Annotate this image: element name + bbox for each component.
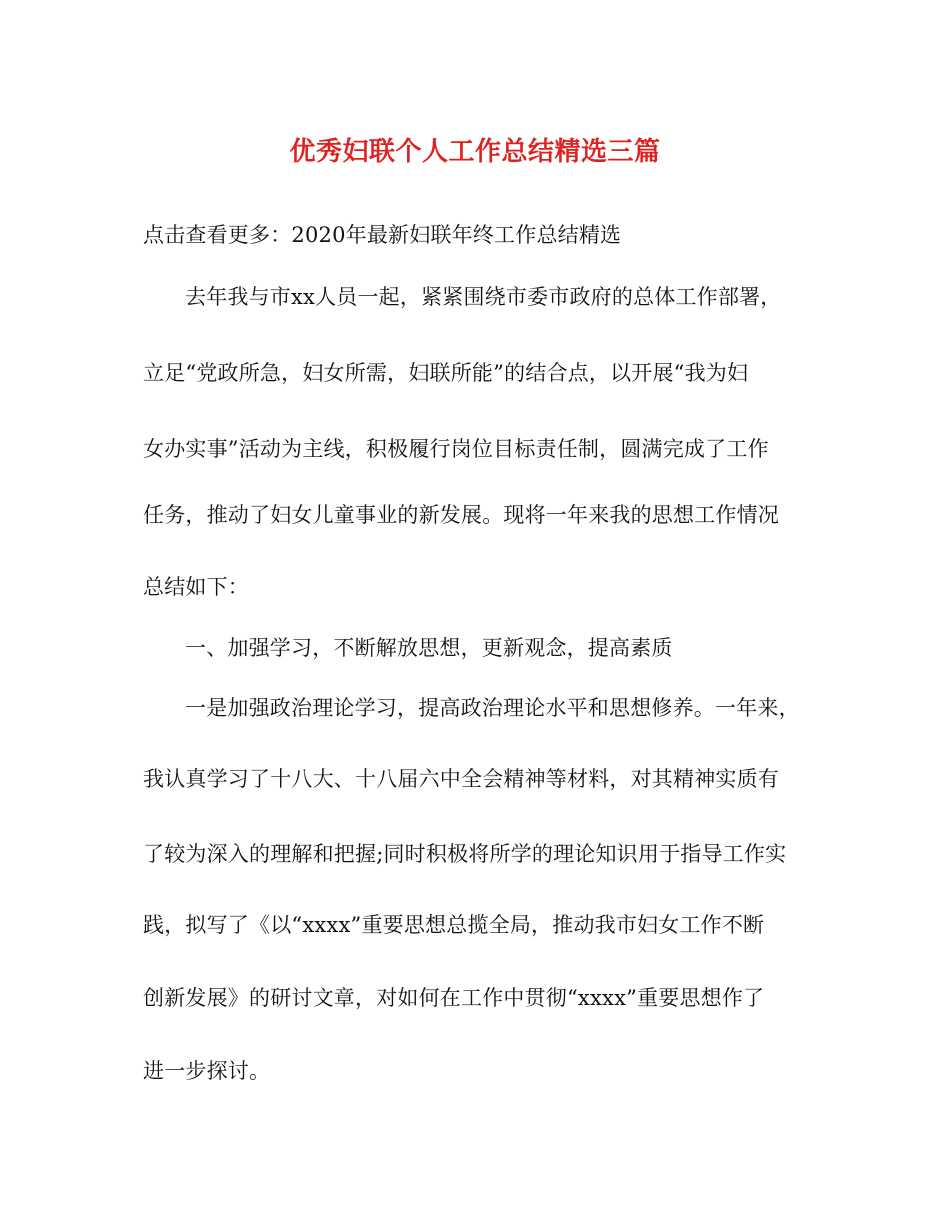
paragraph-2-line-4: 践，拟写了《以“xxxx”重要思想总揽全局，推动我市妇女工作不断 [143, 913, 765, 937]
paragraph-2-line-5: 创新发展》的研讨文章，对如何在工作中贯彻“xxxx”重要思想作了 [143, 986, 765, 1010]
section-heading-1: 一、加强学习，不断解放思想，更新观念，提高素质 [185, 636, 673, 660]
paragraph-2-line-6: 进一步探讨。 [143, 1059, 271, 1083]
paragraph-1-line-1: 去年我与市xx人员一起，紧紧围绕市委市政府的总体工作部署， [185, 285, 782, 309]
paragraph-1-line-3: 女办实事”活动为主线，积极履行岗位目标责任制，圆满完成了工作 [143, 437, 769, 461]
document-title: 优秀妇联个人工作总结精选三篇 [289, 137, 661, 167]
paragraph-2-line-3: 了较为深入的理解和把握;同时积极将所学的理论知识用于指导工作实 [143, 842, 787, 866]
paragraph-1-line-5: 总结如下： [143, 575, 249, 599]
more-link-line: 点击查看更多：2020年最新妇联年终工作总结精选 [143, 223, 622, 247]
paragraph-2-line-1: 一是加强政治理论学习，提高政治理论水平和思想修养。一年来， [185, 696, 800, 720]
paragraph-1-line-4: 任务，推动了妇女儿童事业的新发展。现将一年来我的思想工作情况 [143, 503, 779, 527]
paragraph-1-line-2: 立足“党政所急，妇女所需，妇联所能”的结合点，以开展“我为妇 [143, 361, 749, 385]
paragraph-2-line-2: 我认真学习了十八大、十八届六中全会精神等材料，对其精神实质有 [143, 767, 779, 791]
